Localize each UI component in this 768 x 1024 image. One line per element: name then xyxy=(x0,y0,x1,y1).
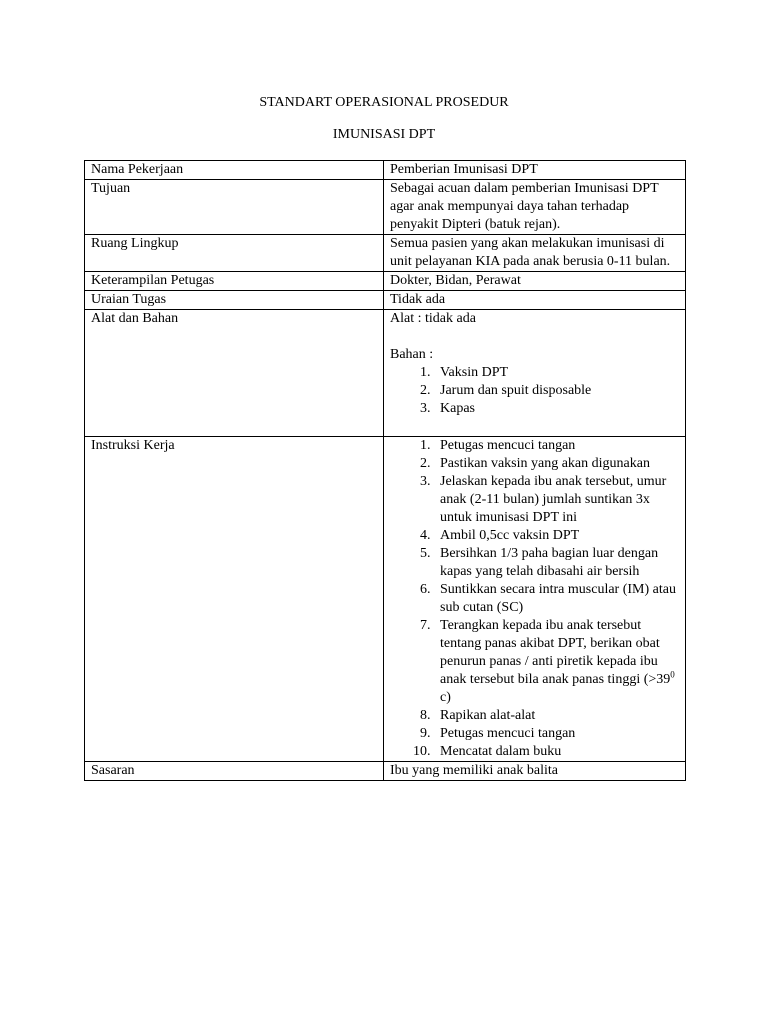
spacer xyxy=(390,418,679,436)
value-sasaran: Ibu yang memiliki anak balita xyxy=(384,762,686,781)
bahan-label: Bahan : xyxy=(390,347,434,362)
list-item: 8. Rapikan alat-alat xyxy=(434,707,679,725)
table-row xyxy=(85,437,686,762)
list-item: 2. Pastikan vaksin yang akan digunakan xyxy=(434,455,679,473)
label-sasaran: Sasaran xyxy=(85,762,384,781)
list-item: 3. Kapas xyxy=(434,400,679,418)
value-alat-bahan xyxy=(384,310,686,437)
table-row xyxy=(85,310,686,437)
value-tujuan: Sebagai acuan dalam pemberian Imunisasi DPT agar anak mempunyai daya tahan terhadap penyakit Dipteri (batuk rejan). xyxy=(384,180,686,235)
list-item: 10. Mencatat dalam buku xyxy=(434,743,679,761)
table-row xyxy=(85,272,686,291)
list-item: 2. Jarum dan spuit disposable xyxy=(434,382,679,400)
document-subtitle: IMUNISASI DPT xyxy=(332,127,436,142)
instruksi-list xyxy=(390,437,679,761)
step7-suffix: c) xyxy=(440,690,451,705)
value-nama-pekerjaan: Pemberian Imunisasi DPT xyxy=(384,161,686,180)
label-nama-pekerjaan: Nama Pekerjaan xyxy=(85,161,384,180)
bahan-list xyxy=(390,364,679,418)
list-item: 1. Petugas mencuci tangan xyxy=(434,437,679,455)
value-uraian-tugas: Tidak ada xyxy=(384,291,686,310)
document-title: STANDART OPERASIONAL PROSEDUR xyxy=(259,95,509,110)
list-item: 1. Vaksin DPT xyxy=(434,364,679,382)
list-item: 4. Ambil 0,5cc vaksin DPT xyxy=(434,527,679,545)
degree-sup: 0 xyxy=(670,669,675,680)
label-ruang-lingkup: Ruang Lingkup xyxy=(85,235,384,272)
sop-table xyxy=(84,160,686,781)
label-uraian-tugas: Uraian Tugas xyxy=(85,291,384,310)
table-row xyxy=(85,161,686,180)
list-item: 3. Jelaskan kepada ibu anak tersebut, umur anak (2-11 bulan) jumlah suntikan 3x untuk imunisasi DPT ini xyxy=(434,473,679,527)
list-item: 5. Bersihkan 1/3 paha bagian luar dengan kapas yang telah dibasahi air bersih xyxy=(434,545,679,581)
alat-text: Alat : tidak ada xyxy=(390,311,476,326)
table-row xyxy=(85,180,686,235)
value-instruksi-kerja xyxy=(384,437,686,762)
step7-text: Terangkan kepada ibu anak tersebut tentang panas akibat DPT, berikan obat penurun panas / anti piretik kepada ibu anak tersebut bila anak panas tinggi (>39 xyxy=(440,618,671,687)
label-keterampilan-petugas: Keterampilan Petugas xyxy=(85,272,384,291)
value-ruang-lingkup: Semua pasien yang akan melakukan imunisasi di unit pelayanan KIA pada anak berusia 0-11 bulan. xyxy=(384,235,686,272)
table-row xyxy=(85,762,686,781)
label-tujuan: Tujuan xyxy=(85,180,384,235)
list-item: 6. Suntikkan secara intra muscular (IM) atau sub cutan (SC) xyxy=(434,581,679,617)
list-item: 9. Petugas mencuci tangan xyxy=(434,725,679,743)
label-instruksi-kerja: Instruksi Kerja xyxy=(85,437,384,762)
table-row xyxy=(85,235,686,272)
value-keterampilan-petugas: Dokter, Bidan, Perawat xyxy=(384,272,686,291)
label-alat-bahan: Alat dan Bahan xyxy=(85,310,384,437)
spacer xyxy=(390,328,679,346)
table-row xyxy=(85,291,686,310)
list-item xyxy=(434,617,679,707)
